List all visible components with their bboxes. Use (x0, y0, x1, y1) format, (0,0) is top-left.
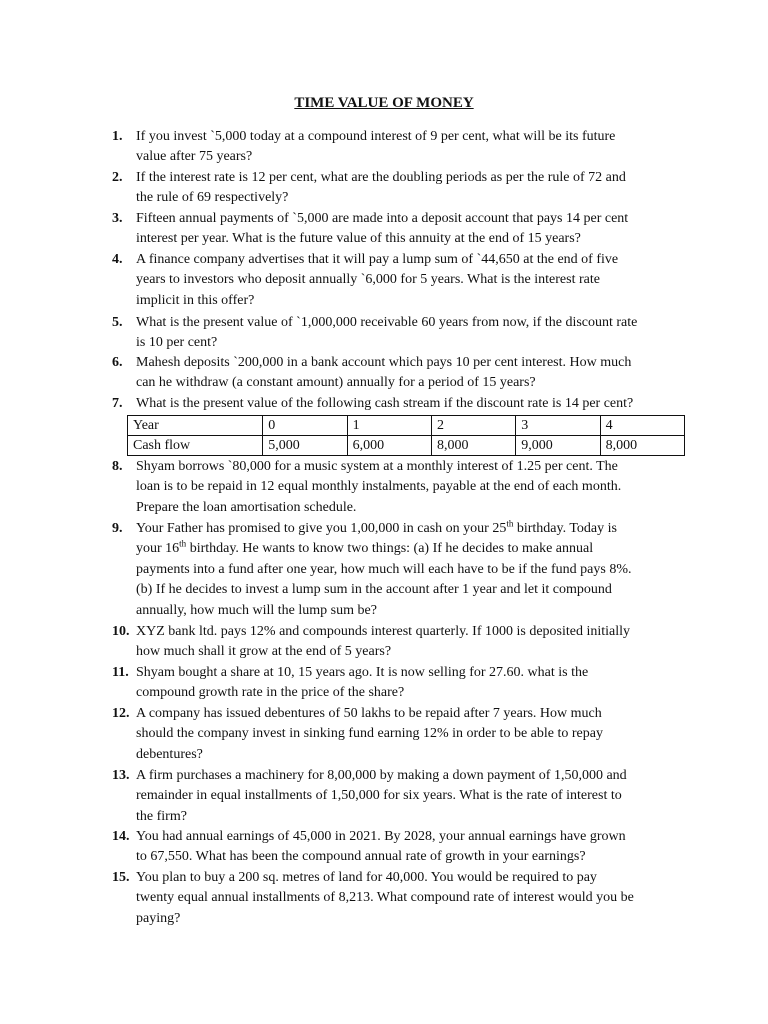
cash-flow-table (127, 415, 685, 456)
table-cell: 6,000 (347, 436, 431, 456)
question-text: What is the present value of the following cash stream if the discount rate is 14 per cent? (136, 396, 634, 411)
question-text: If the interest rate is 12 per cent, what are the doubling periods as per the rule of 72 and the rule of 69 respectively? (136, 170, 626, 206)
question-text: A finance company advertises that it will pay a lump sum of `44,650 at the end of five years to investors who deposit annually `6,000 for 5 years. What is the interest rate implicit in this offer? (136, 252, 619, 308)
question-number: 12. (112, 706, 130, 721)
question-number: 5. (112, 315, 123, 330)
question-text: You plan to buy a 200 sq. metres of land for 40,000. You would be required to pay twenty equal annual installments of 8,213. What compound rate of interest would you be paying? (136, 870, 634, 926)
table-cell: 9,000 (516, 436, 600, 456)
question-number: 14. (112, 829, 130, 844)
table-cell: 2 (431, 416, 515, 436)
question-number: 7. (112, 396, 123, 411)
table-cell: 3 (516, 416, 600, 436)
table-cell: 5,000 (263, 436, 347, 456)
question-number: 1. (112, 129, 123, 144)
question-text: Shyam bought a share at 10, 15 years ago. It is now selling for 27.60. what is the compound growth rate in the price of the share? (136, 665, 589, 701)
question-number: 3. (112, 211, 123, 226)
table-cell: 4 (600, 416, 684, 436)
question-number: 6. (112, 355, 123, 370)
table-cell: 8,000 (600, 436, 684, 456)
table-cell: 0 (263, 416, 347, 436)
table-row (128, 416, 685, 436)
question-number: 11. (112, 665, 129, 680)
question-number: 4. (112, 252, 123, 267)
question-number: 2. (112, 170, 123, 185)
question-number: 8. (112, 459, 123, 474)
table-cell: 8,000 (431, 436, 515, 456)
question-text: Shyam borrows `80,000 for a music system at a monthly interest of 1.25 per cent. The loan is to be repaid in 12 equal monthly instalments, payable at the end of each month. Prepare the loan amortisation schedule. (136, 459, 622, 515)
question-text: A company has issued debentures of 50 lakhs to be repaid after 7 years. How much should the company invest in sinking fund earning 12% in order to be able to repay debentures? (136, 706, 603, 762)
table-cell: Year (128, 416, 263, 436)
question-number: 15. (112, 870, 130, 885)
question-text: XYZ bank ltd. pays 12% and compounds interest quarterly. If 1000 is deposited initially how much shall it grow at the end of 5 years? (136, 624, 631, 660)
question-text: A firm purchases a machinery for 8,00,000 by making a down payment of 1,50,000 and remainder in equal installments of 1,50,000 for six years. What is the rate of interest to the firm? (136, 768, 627, 824)
question-text: What is the present value of `1,000,000 receivable 60 years from now, if the discount rate is 10 per cent? (136, 315, 638, 351)
page-title: TIME VALUE OF MONEY (294, 95, 474, 111)
question-number: 13. (112, 768, 130, 783)
question-text: Mahesh deposits `200,000 in a bank account which pays 10 per cent interest. How much can he withdraw (a constant amount) annually for a period of 15 years? (136, 355, 632, 391)
question-text: You had annual earnings of 45,000 in 2021. By 2028, your annual earnings have grown to 67,550. What has been the compound annual rate of growth in your earnings? (136, 829, 626, 865)
table-cell: 1 (347, 416, 431, 436)
question-text: If you invest `5,000 today at a compound interest of 9 per cent, what will be its future value after 75 years? (136, 129, 616, 165)
question-number: 9. (112, 521, 123, 536)
question-text: Fifteen annual payments of `5,000 are made into a deposit account that pays 14 per cent interest per year. What is the future value of this annuity at the end of 15 years? (136, 211, 629, 247)
table-cell: Cash flow (128, 436, 263, 456)
table-row (128, 436, 685, 456)
question-number: 10. (112, 624, 130, 639)
question-text: Your Father has promised to give you 1,00,000 in cash on your 25th birthday. Today is your 16th birthday. He wants to know two things: (a) If he decides to make annual payments into a fund after one year, how much will each have to be if the fund pays 8%. (b) If he decides to invest a lump sum in the account after 1 year and let it compound annually, how much will the lump sum be? (136, 518, 632, 618)
